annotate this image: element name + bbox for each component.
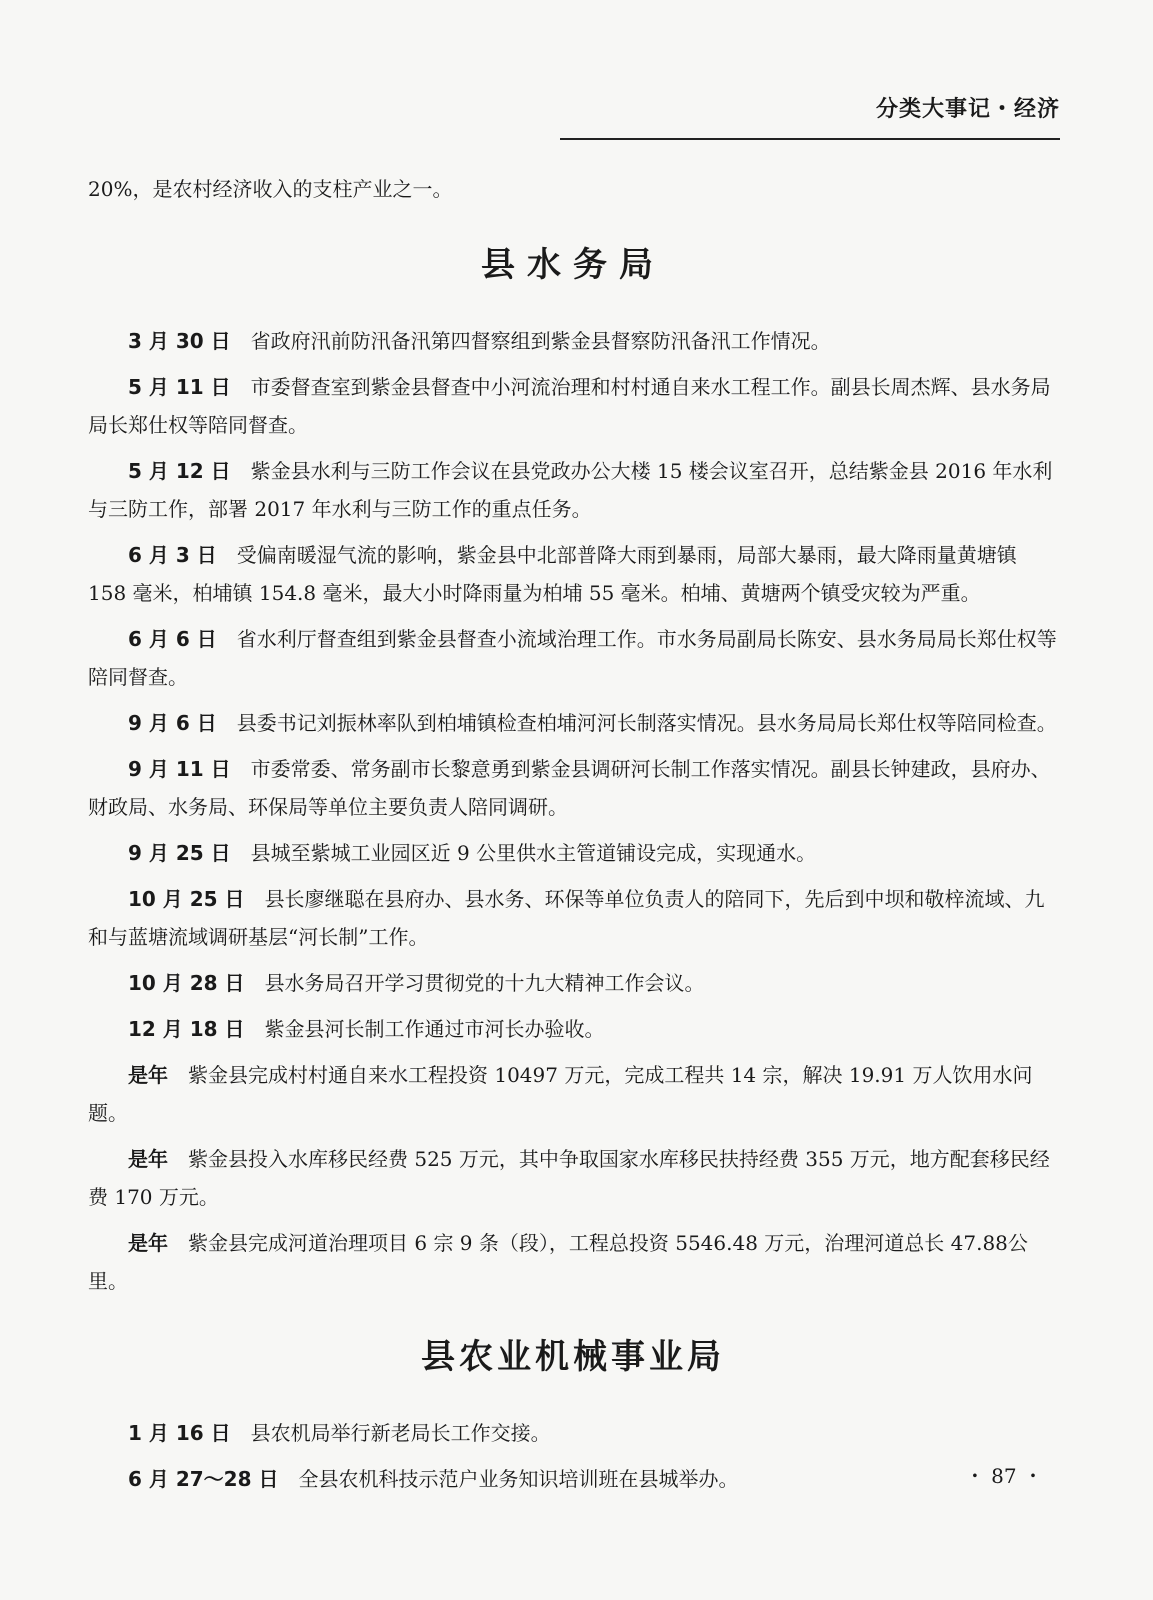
entry-date: 3 月 30 日 [128,329,231,353]
entry-date: 1 月 16 日 [128,1421,231,1445]
entry-text: 受偏南暖湿气流的影响，紫金县中北部普降大雨到暴雨，局部大暴雨，最大降雨量黄塘镇 158 毫米，柏埔镇 154.8 毫米，最大小时降雨量为柏埔 55 毫米。柏埔、黄塘两个镇受灾较为严重。 [88,543,1017,605]
entry-text: 全县农机科技示范户业务知识培训班在县城举办。 [298,1467,739,1491]
entry [88,452,1058,528]
entry-date: 5 月 11 日 [128,375,231,399]
entry [88,834,1058,872]
entry [88,964,1058,1002]
entry-text: 紫金县完成村村通自来水工程投资 10497 万元，完成工程共 14 宗，解决 19.91 万人饮用水问题。 [88,1063,1033,1125]
entry-text: 紫金县河长制工作通过市河长办验收。 [264,1017,605,1041]
entry-text: 县水务局召开学习贯彻党的十九大精神工作会议。 [264,971,705,995]
entry [88,536,1058,612]
page-body [88,170,1058,1506]
header-rule [560,138,1060,140]
entry-date: 是年 [128,1147,168,1171]
entry-date: 6 月 3 日 [128,543,217,567]
entry-date: 10 月 25 日 [128,887,245,911]
entry-text: 紫金县水利与三防工作会议在县党政办公大楼 15 楼会议室召开，总结紫金县 2016 年水利与三防工作，部署 2017 年水利与三防工作的重点任务。 [88,459,1053,521]
entry-date: 是年 [128,1063,168,1087]
entry-date: 是年 [128,1231,168,1255]
entry-date: 9 月 25 日 [128,841,231,865]
entry [88,880,1058,956]
entry-date: 9 月 11 日 [128,757,231,781]
entry [88,1224,1058,1300]
entry-text: 紫金县投入水库移民经费 525 万元，其中争取国家水库移民扶持经费 355 万元，地方配套移民经费 170 万元。 [88,1147,1050,1209]
entry-text: 市委常委、常务副市长黎意勇到紫金县调研河长制工作落实情况。副县长钟建政，县府办、财政局、水务局、环保局等单位主要负责人陪同调研。 [88,757,1051,819]
entry [88,368,1058,444]
entry [88,322,1058,360]
entry-date: 6 月 27～28 日 [128,1467,279,1491]
running-header [560,84,1060,140]
entry-text: 省政府汛前防汛备汛第四督察组到紫金县督察防汛备汛工作情况。 [250,329,831,353]
running-header-title: 分类大事记・经济 [875,97,1060,122]
page-number: ・ 87 ・ [964,1464,1043,1488]
entry [88,1140,1058,1216]
section-title: 县农业机械事业局 [421,1337,725,1377]
intro-fragment: 20%，是农村经济收入的支柱产业之一。 [88,177,453,201]
entry [88,1414,1058,1452]
entry-date: 10 月 28 日 [128,971,245,995]
entry [88,1056,1058,1132]
entry [88,1010,1058,1048]
entry-text: 县长廖继聪在县府办、县水务、环保等单位负责人的陪同下，先后到中坝和敬梓流域、九和与蓝塘流域调研基层“河长制”工作。 [88,887,1045,949]
entry-date: 6 月 6 日 [128,627,217,651]
section-title: 县水务局 [481,245,665,285]
entry-text: 省水利厅督查组到紫金县督查小流域治理工作。市水务局副局长陈安、县水务局局长郑仕权等陪同督查。 [88,627,1057,689]
entry-text: 县委书记刘振林率队到柏埔镇检查柏埔河河长制落实情况。县水务局局长郑仕权等陪同检查。 [236,711,1057,735]
entry [88,1460,1058,1498]
entry-text: 紫金县完成河道治理项目 6 宗 9 条（段），工程总投资 5546.48 万元，治理河道总长 47.88公里。 [88,1231,1028,1293]
entry-text: 县农机局举行新老局长工作交接。 [250,1421,551,1445]
entry-date: 12 月 18 日 [128,1017,245,1041]
entry-date: 5 月 12 日 [128,459,231,483]
entry [88,704,1058,742]
entry-date: 9 月 6 日 [128,711,217,735]
entry [88,620,1058,696]
entry-text: 县城至紫城工业园区近 9 公里供水主管道铺设完成，实现通水。 [250,841,817,865]
entry [88,750,1058,826]
entry-text: 市委督查室到紫金县督查中小河流治理和村村通自来水工程工作。副县长周杰辉、县水务局局长郑仕权等陪同督查。 [88,375,1051,437]
